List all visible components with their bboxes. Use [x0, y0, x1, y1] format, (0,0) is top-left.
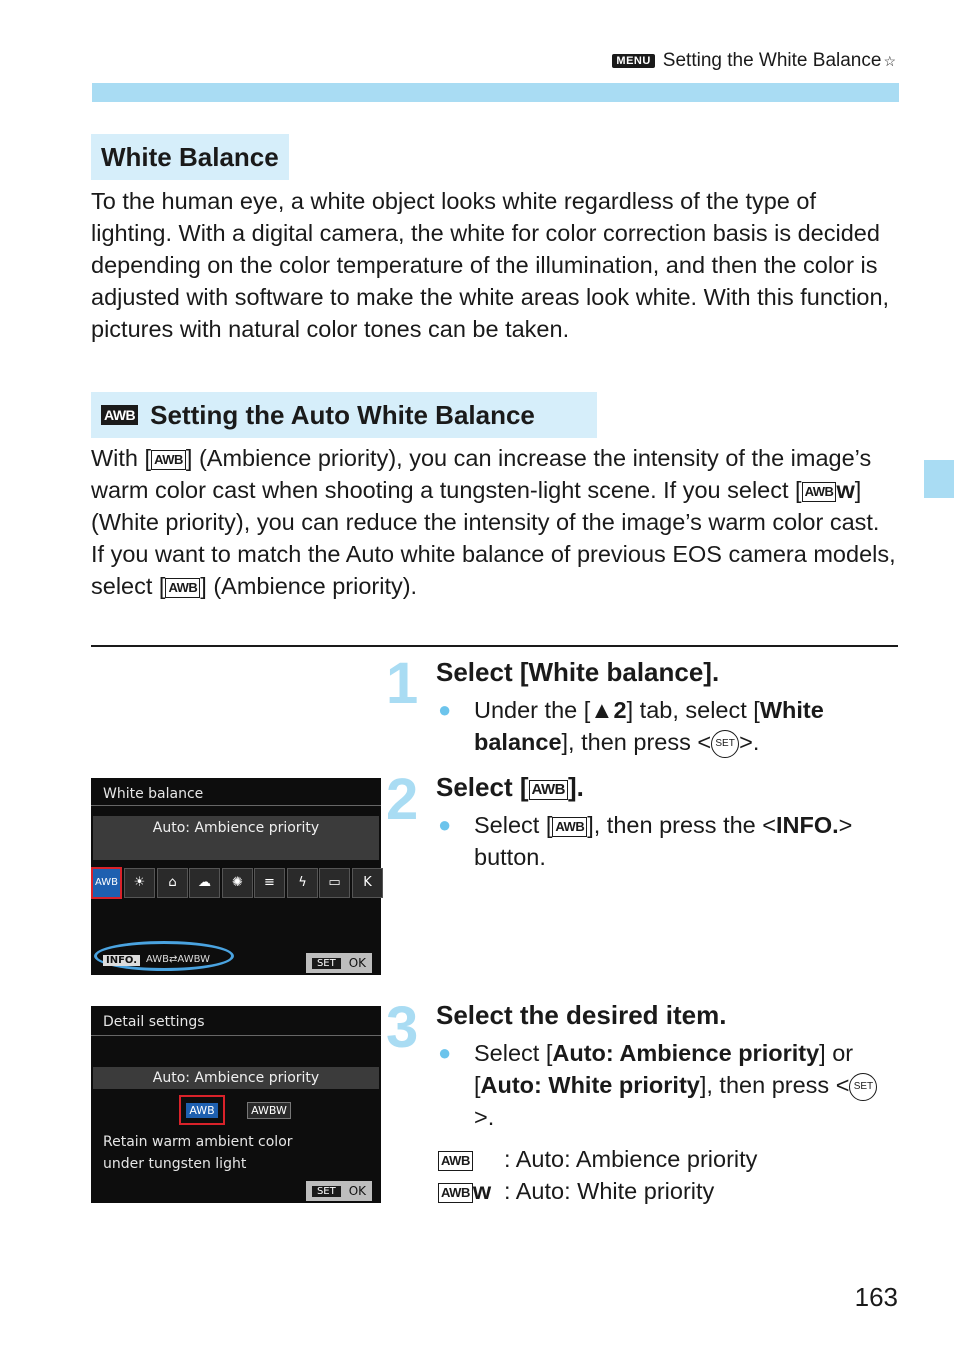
- text: ].: [568, 772, 584, 802]
- set-button-icon: SET: [849, 1073, 877, 1101]
- legend-text: : Auto: Ambience priority: [504, 1146, 758, 1172]
- legend-white: [438, 1175, 714, 1207]
- text: Select [: [436, 772, 529, 802]
- set-ok-hint: [306, 953, 372, 973]
- text: ] (Ambience priority).: [200, 573, 418, 599]
- awb-icon: AWB: [438, 1183, 473, 1203]
- white-priority-w: w: [836, 477, 855, 503]
- ok-label: OK: [348, 956, 367, 970]
- awb-icon: AWB: [165, 578, 200, 598]
- page-number: 163: [854, 1282, 898, 1312]
- text: Under the [: [474, 697, 591, 723]
- camera-screen-white-balance: [91, 778, 381, 975]
- legend-icon: [438, 1175, 504, 1207]
- wb-option-awb[interactable]: AWB: [91, 867, 122, 899]
- step-2-title: [436, 772, 584, 803]
- tab-number: 2: [613, 697, 627, 723]
- legend-text: : Auto: White priority: [504, 1178, 715, 1204]
- wb-option-flash[interactable]: ϟ: [287, 868, 318, 898]
- header-bar: [92, 83, 899, 102]
- wb-option-custom[interactable]: ▭: [319, 868, 350, 898]
- header-title: Setting the White Balance: [662, 50, 882, 71]
- text: >.: [474, 1104, 495, 1130]
- text: ] or [: [474, 1040, 854, 1098]
- chapter-tab: [924, 460, 954, 498]
- text: Select [: [474, 1040, 553, 1066]
- camera-tab-icon: ▲: [590, 697, 614, 723]
- bullet-icon: ●: [438, 697, 452, 722]
- white-balance-heading: [91, 134, 289, 180]
- text: With [: [91, 445, 152, 471]
- text: ], then press <: [699, 1072, 850, 1098]
- page-header: [612, 50, 896, 72]
- camera-screen-detail-settings: [91, 1006, 381, 1203]
- step-1-number: 1: [386, 651, 419, 716]
- awb-icon: AWB: [438, 1151, 473, 1171]
- wb-option-kelvin[interactable]: K: [352, 868, 383, 898]
- info-button-icon: INFO.: [776, 812, 839, 838]
- step-2-number: 2: [386, 767, 419, 832]
- text: ] (White priority), you can reduce the intensity of the image’s warm color cast.: [91, 477, 880, 535]
- text: If you want to match the Auto white balance of previous EOS camera models, select [: [91, 541, 896, 599]
- legend-ambience: [438, 1143, 757, 1175]
- text: White balance: [474, 697, 824, 755]
- wb-option-shade[interactable]: ⌂: [157, 868, 188, 898]
- text: > button.: [474, 812, 853, 870]
- white-balance-paragraph: To the human eye, a white object looks white regardless of the type of lighting. With a digital camera, the white for color correction basis is decided depending on the color temperature of the illumination, and then the color is adjusted with software to make the white areas look white. With this function, pictures with natural color tones can be taken.: [91, 188, 890, 342]
- set-ok-hint: [306, 1181, 372, 1201]
- selected-wb-label: Auto: Ambience priority: [93, 816, 379, 860]
- auto-wb-heading: [91, 392, 597, 438]
- divider: [91, 645, 898, 647]
- menu-icon: MENU: [612, 54, 654, 68]
- option-description-2: under tungsten light: [103, 1156, 247, 1172]
- auto-wb-paragraph: [91, 442, 901, 602]
- awbw-icon: AWBW: [247, 1102, 291, 1119]
- wb-option-daylight[interactable]: ☀: [124, 868, 155, 898]
- step-1-text: [474, 694, 888, 758]
- white-balance-heading-text: White Balance: [101, 141, 279, 172]
- text: Auto: Ambience priority: [552, 1040, 820, 1066]
- step-1-title: Select [White balance].: [436, 657, 720, 687]
- step-2-text: [474, 809, 888, 873]
- set-button-icon: SET: [711, 730, 739, 758]
- awb-icon: AWB: [529, 780, 569, 800]
- step-1-bullet: [438, 694, 888, 758]
- text: ] (Ambience priority), you can increase the intensity of the image’s warm color cast when shooting a tungsten-light scene. If you select [: [91, 445, 872, 503]
- screen-title: Detail settings: [103, 1014, 205, 1030]
- awb-icon: AWB: [802, 482, 837, 502]
- text: ], then press the <: [587, 812, 776, 838]
- text: Auto: White priority: [480, 1072, 700, 1098]
- awb-icon: AWB: [186, 1103, 217, 1118]
- step-3-text: [474, 1037, 893, 1133]
- divider: [91, 805, 381, 806]
- wb-option-cloudy[interactable]: ☁: [189, 868, 220, 898]
- wb-option-fluorescent[interactable]: ≡: [254, 868, 285, 898]
- step-3-bullet: [438, 1037, 893, 1133]
- step-2-bullet: [438, 809, 888, 873]
- option-description-1: Retain warm ambient color: [103, 1134, 293, 1150]
- text: ] tab, select [: [626, 697, 760, 723]
- text: >.: [739, 729, 760, 755]
- set-icon: SET: [312, 1186, 341, 1197]
- text: Select [: [474, 812, 553, 838]
- awb-icon: AWB: [101, 405, 138, 425]
- text: ], then press <: [561, 729, 712, 755]
- step-3-number: 3: [386, 995, 419, 1060]
- selected-option-label: Auto: Ambience priority: [93, 1067, 379, 1089]
- auto-wb-heading-text: Setting the Auto White Balance: [150, 399, 535, 430]
- step-3-title: Select the desired item.: [436, 1000, 727, 1030]
- screen-title: White balance: [103, 786, 204, 802]
- ok-label: OK: [348, 1184, 367, 1198]
- option-white-priority[interactable]: [247, 1097, 291, 1123]
- wb-option-tungsten[interactable]: ✺: [222, 868, 253, 898]
- text: w: [472, 1178, 492, 1204]
- legend-icon: [438, 1143, 504, 1175]
- awb-icon: AWB: [151, 450, 186, 470]
- star-icon: ☆: [883, 52, 896, 69]
- option-ambience-priority[interactable]: [179, 1095, 225, 1125]
- divider: [91, 1035, 381, 1036]
- awb-swap-label: AWB⇄AWBW: [146, 954, 210, 965]
- bullet-icon: ●: [438, 1040, 452, 1065]
- set-icon: SET: [312, 958, 341, 969]
- bullet-icon: ●: [438, 812, 452, 837]
- awb-icon: AWB: [552, 817, 587, 837]
- info-button-icon: INFO.: [103, 955, 140, 966]
